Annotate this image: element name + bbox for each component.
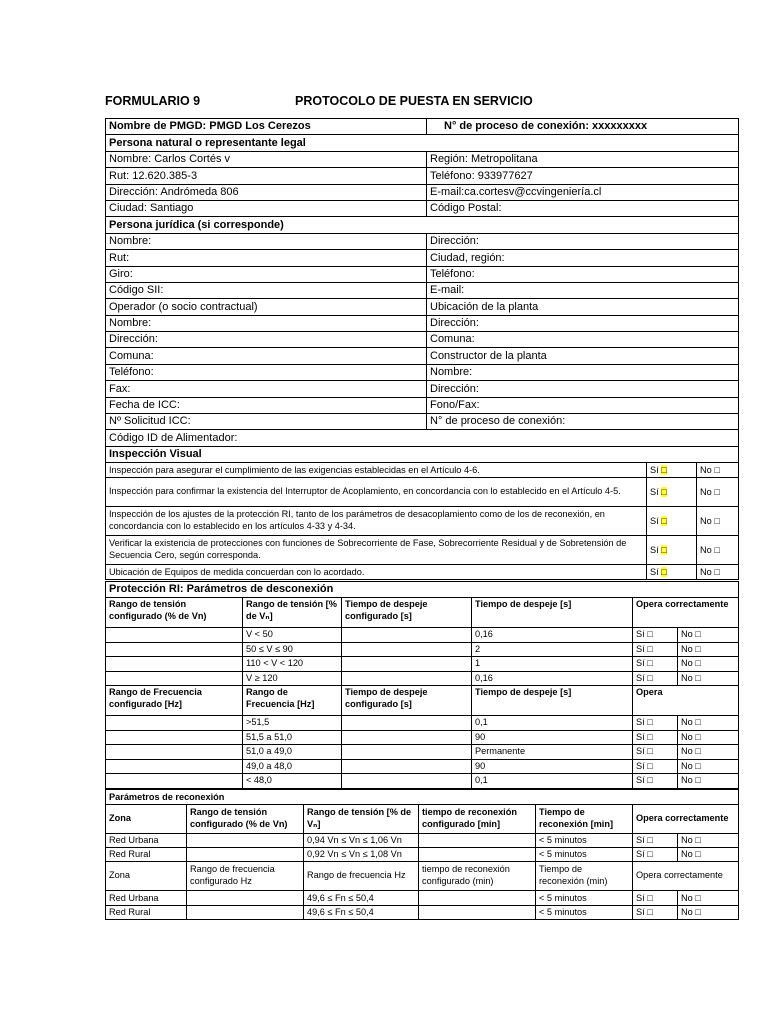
no-checkbox[interactable]: No □ — [678, 759, 739, 774]
field-region[interactable]: Región: Metropolitana — [427, 151, 739, 167]
column-header: Rango de tensión configurado (% de Vn) — [106, 598, 243, 628]
table-row — [106, 628, 739, 643]
input-cell[interactable] — [106, 642, 243, 657]
no-checkbox[interactable]: No □ — [678, 848, 739, 862]
legal-field[interactable]: Dirección: — [427, 233, 739, 249]
table-row — [106, 657, 739, 672]
checkbox-icon[interactable]: □ — [714, 566, 720, 577]
inspection-item: Verificar la existencia de protecciones con funciones de Sobrecorriente de Fase, Sobrecorriente Residual y de Sobretensión de Secuencia Cero, según corresponda. — [106, 536, 647, 565]
range-cell: 49,6 ≤ Fn ≤ 50,4 — [304, 891, 419, 905]
legal-field[interactable]: Teléfono: — [427, 266, 739, 282]
yes-checkbox[interactable] — [647, 478, 697, 507]
column-header: Rango de tensión configurado (% de Vn) — [187, 805, 304, 834]
range-cell: 51,5 a 51,0 — [243, 730, 342, 745]
legal-field[interactable]: Dirección: — [427, 315, 739, 331]
visual-inspection-heading: Inspección Visual — [106, 447, 739, 463]
yes-label: Sí — [650, 515, 659, 526]
checkbox-icon[interactable]: □ — [714, 464, 720, 475]
range-cell: 51,0 a 49,0 — [243, 745, 342, 760]
no-checkbox[interactable]: No □ — [678, 730, 739, 745]
column-header: Tiempo de reconexión (min) — [536, 862, 633, 891]
range-cell: 110 < V < 120 — [243, 657, 342, 672]
no-checkbox[interactable]: No □ — [678, 716, 739, 731]
column-header: Rango de Frecuencia [Hz] — [243, 686, 342, 716]
time-cell: 1 — [472, 657, 633, 672]
legal-field[interactable]: N° de proceso de conexión: — [427, 414, 739, 430]
input-cell[interactable] — [187, 834, 304, 848]
legal-field[interactable]: Fecha de ICC: — [106, 397, 427, 413]
input-cell[interactable] — [419, 905, 536, 919]
table-row — [106, 716, 739, 731]
yes-checkbox[interactable]: Sí □ — [633, 848, 678, 862]
input-cell[interactable] — [342, 745, 472, 760]
table-row — [106, 905, 739, 919]
range-cell: < 48,0 — [243, 774, 342, 789]
ri-protection-table — [105, 581, 739, 789]
inspection-item: Inspección para asegurar el cumplimiento de las exigencias establecidas en el Artículo 4-6. — [106, 463, 647, 478]
legal-field: Operador (o socio contractual) — [106, 299, 427, 315]
input-cell[interactable] — [106, 759, 243, 774]
time-cell: 2 — [472, 642, 633, 657]
table-row — [106, 730, 739, 745]
column-header: Opera correctamente — [633, 805, 739, 834]
visual-inspection-table — [105, 446, 739, 580]
no-checkbox[interactable]: No □ — [678, 905, 739, 919]
yes-checkbox[interactable] — [647, 536, 697, 565]
yes-checkbox[interactable]: Sí □ — [633, 657, 678, 672]
legal-field[interactable]: E-mail: — [427, 282, 739, 298]
inspection-item: Ubicación de Equipos de medida concuerdan con lo acordado. — [106, 565, 647, 580]
checkbox-icon[interactable]: □ — [661, 566, 667, 577]
ri-protection-heading: Protección RI: Parámetros de desconexión — [106, 582, 739, 598]
column-header: Zona — [106, 805, 187, 834]
legal-field[interactable]: Nº Solicitud ICC: — [106, 414, 427, 430]
checkbox-icon[interactable]: □ — [714, 544, 720, 555]
yes-checkbox[interactable]: Sí □ — [633, 891, 678, 905]
column-header: Tiempo de despeje configurado [s] — [342, 598, 472, 628]
range-cell: 50 ≤ V ≤ 90 — [243, 642, 342, 657]
yes-checkbox[interactable]: Sí □ — [633, 671, 678, 686]
input-cell[interactable] — [342, 730, 472, 745]
checkbox-icon[interactable]: □ — [661, 515, 667, 526]
yes-checkbox[interactable]: Sí □ — [633, 716, 678, 731]
no-checkbox[interactable]: No □ — [678, 891, 739, 905]
time-cell: 90 — [472, 759, 633, 774]
range-cell: 0,92 Vn ≤ Vn ≤ 1,08 Vn — [304, 848, 419, 862]
field-rut[interactable]: Rut: 12.620.385-3 — [106, 168, 427, 184]
column-header: Zona — [106, 862, 187, 891]
column-header: Tiempo de despeje [s] — [472, 686, 633, 716]
legal-field[interactable]: Rut: — [106, 250, 427, 266]
yes-checkbox[interactable]: Sí □ — [633, 905, 678, 919]
input-cell[interactable] — [106, 774, 243, 789]
column-header: tiempo de reconexión configurado [min] — [419, 805, 536, 834]
legal-field[interactable]: Nombre: — [106, 315, 427, 331]
input-cell[interactable] — [106, 657, 243, 672]
no-checkbox[interactable]: No □ — [678, 657, 739, 672]
table-row — [106, 745, 739, 760]
no-label: No — [700, 486, 712, 497]
no-checkbox[interactable] — [697, 478, 739, 507]
legal-field: Constructor de la planta — [427, 348, 739, 364]
legal-field[interactable]: Comuna: — [106, 348, 427, 364]
yes-checkbox[interactable]: Sí □ — [633, 642, 678, 657]
natural-person-heading: Persona natural o representante legal — [106, 135, 739, 151]
no-label: No — [700, 566, 712, 577]
legal-field[interactable]: Comuna: — [427, 332, 739, 348]
yes-label: Sí — [650, 486, 659, 497]
yes-checkbox[interactable] — [647, 463, 697, 478]
input-cell[interactable] — [106, 745, 243, 760]
input-cell[interactable] — [106, 671, 243, 686]
yes-checkbox[interactable] — [647, 507, 697, 536]
zone-cell: Red Urbana — [106, 834, 187, 848]
zone-cell: Red Urbana — [106, 891, 187, 905]
table-row — [106, 759, 739, 774]
yes-checkbox[interactable]: Sí □ — [633, 834, 678, 848]
yes-label: Sí — [650, 464, 659, 475]
input-cell[interactable] — [187, 848, 304, 862]
time-cell: < 5 minutos — [536, 905, 633, 919]
field-phone[interactable]: Teléfono: 933977627 — [427, 168, 739, 184]
legal-field[interactable]: Ciudad, región: — [427, 250, 739, 266]
column-header: Rango de tensión [% de Vₙ] — [304, 805, 419, 834]
range-cell: 0,94 Vn ≤ Vn ≤ 1,06 Vn — [304, 834, 419, 848]
yes-label: Sí — [650, 566, 659, 577]
no-label: No — [700, 464, 712, 475]
field-email[interactable]: E-mail:ca.cortesv@ccvingeniería.cl — [427, 184, 739, 200]
legal-field[interactable]: Nombre: — [427, 364, 739, 380]
legal-field[interactable]: Giro: — [106, 266, 427, 282]
range-cell: V ≥ 120 — [243, 671, 342, 686]
no-checkbox[interactable] — [697, 507, 739, 536]
time-cell: Permanente — [472, 745, 633, 760]
time-cell: 0,1 — [472, 716, 633, 731]
field-city[interactable]: Ciudad: Santiago — [106, 200, 427, 216]
no-checkbox[interactable] — [697, 463, 739, 478]
field-name[interactable]: Nombre: Carlos Cortés v — [106, 151, 427, 167]
time-cell: 90 — [472, 730, 633, 745]
column-header: Opera correctamente — [633, 598, 739, 628]
field-postal-code[interactable]: Código Postal: — [427, 200, 739, 216]
table-row — [106, 642, 739, 657]
input-cell[interactable] — [419, 848, 536, 862]
reconnection-table — [105, 789, 739, 920]
input-cell[interactable] — [106, 730, 243, 745]
time-cell: 0,16 — [472, 628, 633, 643]
input-cell[interactable] — [342, 642, 472, 657]
no-checkbox[interactable]: No □ — [678, 628, 739, 643]
inspection-item: Inspección de los ajustes de la protección RI, tanto de los parámetros de desacoplamiento como de los de reconexión, en concordancia con lo establecido en los artículos 4-33 y 4-34. — [106, 507, 647, 536]
column-header: Tiempo de despeje configurado [s] — [342, 686, 472, 716]
time-cell: < 5 minutos — [536, 891, 633, 905]
yes-checkbox[interactable]: Sí □ — [633, 745, 678, 760]
no-checkbox[interactable]: No □ — [678, 745, 739, 760]
legal-field[interactable]: Dirección: — [106, 332, 427, 348]
range-cell: >51,5 — [243, 716, 342, 731]
table-row — [106, 671, 739, 686]
checkbox-icon[interactable]: □ — [661, 544, 667, 555]
column-header: Tiempo de despeje [s] — [472, 598, 633, 628]
yes-checkbox[interactable] — [647, 565, 697, 580]
yes-checkbox[interactable]: Sí □ — [633, 730, 678, 745]
form-header — [105, 94, 738, 112]
yes-checkbox[interactable]: Sí □ — [633, 774, 678, 789]
no-checkbox[interactable]: No □ — [678, 671, 739, 686]
input-cell[interactable] — [106, 628, 243, 643]
legal-field[interactable]: Teléfono: — [106, 364, 427, 380]
column-header: Rango de tensión [% de Vₙ] — [243, 598, 342, 628]
legal-field[interactable]: Dirección: — [427, 381, 739, 397]
legal-field[interactable]: Fono/Fax: — [427, 397, 739, 413]
input-cell[interactable] — [106, 716, 243, 731]
time-cell: 0,16 — [472, 671, 633, 686]
table-row — [106, 774, 739, 789]
time-cell: < 5 minutos — [536, 834, 633, 848]
range-cell: 49,6 ≤ Fn ≤ 50,4 — [304, 905, 419, 919]
input-cell[interactable] — [419, 834, 536, 848]
no-label: No — [700, 515, 712, 526]
input-cell[interactable] — [342, 716, 472, 731]
column-header: Opera correctamente — [633, 862, 739, 891]
form-title: PROTOCOLO DE PUESTA EN SERVICIO — [295, 94, 533, 108]
no-checkbox[interactable] — [697, 536, 739, 565]
feeder-id-field[interactable]: Código ID de Alimentador: — [106, 430, 739, 446]
yes-label: Sí — [650, 544, 659, 555]
no-checkbox[interactable]: No □ — [678, 642, 739, 657]
table-row — [106, 834, 739, 848]
column-header: Opera — [633, 686, 739, 716]
table-row — [106, 891, 739, 905]
legal-field[interactable]: Código SII: — [106, 282, 427, 298]
form-number: FORMULARIO 9 — [105, 94, 201, 108]
input-cell[interactable] — [342, 671, 472, 686]
identification-table — [105, 118, 739, 447]
zone-cell: Red Rural — [106, 905, 187, 919]
time-cell: 0,1 — [472, 774, 633, 789]
no-label: No — [700, 544, 712, 555]
input-cell[interactable] — [342, 657, 472, 672]
input-cell[interactable] — [342, 628, 472, 643]
no-checkbox[interactable] — [697, 565, 739, 580]
legal-field[interactable]: Nombre: — [106, 233, 427, 249]
column-header: Rango de frecuencia configurado Hz — [187, 862, 304, 891]
range-cell: 49,0 a 48,0 — [243, 759, 342, 774]
connection-process-number[interactable]: N° de proceso de conexión: xxxxxxxxx — [427, 119, 739, 135]
column-header: Rango de frecuencia Hz — [304, 862, 419, 891]
no-checkbox[interactable]: No □ — [678, 834, 739, 848]
input-cell[interactable] — [342, 759, 472, 774]
checkbox-icon[interactable]: □ — [714, 515, 720, 526]
checkbox-icon[interactable]: □ — [714, 486, 720, 497]
column-header: tiempo de reconexión configurado (min) — [419, 862, 536, 891]
yes-checkbox[interactable]: Sí □ — [633, 628, 678, 643]
legal-person-heading: Persona jurídica (si corresponde) — [106, 217, 739, 233]
zone-cell: Red Rural — [106, 848, 187, 862]
range-cell: V < 50 — [243, 628, 342, 643]
field-address[interactable]: Dirección: Andrómeda 806 — [106, 184, 427, 200]
column-header: Rango de Frecuencia configurado [Hz] — [106, 686, 243, 716]
legal-field: Ubicación de la planta — [427, 299, 739, 315]
input-cell[interactable] — [419, 891, 536, 905]
inspection-item: Inspección para confirmar la existencia del Interruptor de Acoplamiento, en concordancia con lo establecido en el Artículo 4-5. — [106, 478, 647, 507]
input-cell[interactable] — [187, 905, 304, 919]
reconnection-heading: Parámetros de reconexión — [106, 790, 739, 805]
table-row — [106, 848, 739, 862]
input-cell[interactable] — [187, 891, 304, 905]
checkbox-icon[interactable]: □ — [661, 486, 667, 497]
input-cell[interactable] — [342, 774, 472, 789]
pmgd-name[interactable]: Nombre de PMGD: PMGD Los Cerezos — [106, 119, 427, 135]
no-checkbox[interactable]: No □ — [678, 774, 739, 789]
legal-field[interactable]: Fax: — [106, 381, 427, 397]
time-cell: < 5 minutos — [536, 848, 633, 862]
column-header: Tiempo de reconexión [min] — [536, 805, 633, 834]
checkbox-icon[interactable]: □ — [661, 464, 667, 475]
yes-checkbox[interactable]: Sí □ — [633, 759, 678, 774]
